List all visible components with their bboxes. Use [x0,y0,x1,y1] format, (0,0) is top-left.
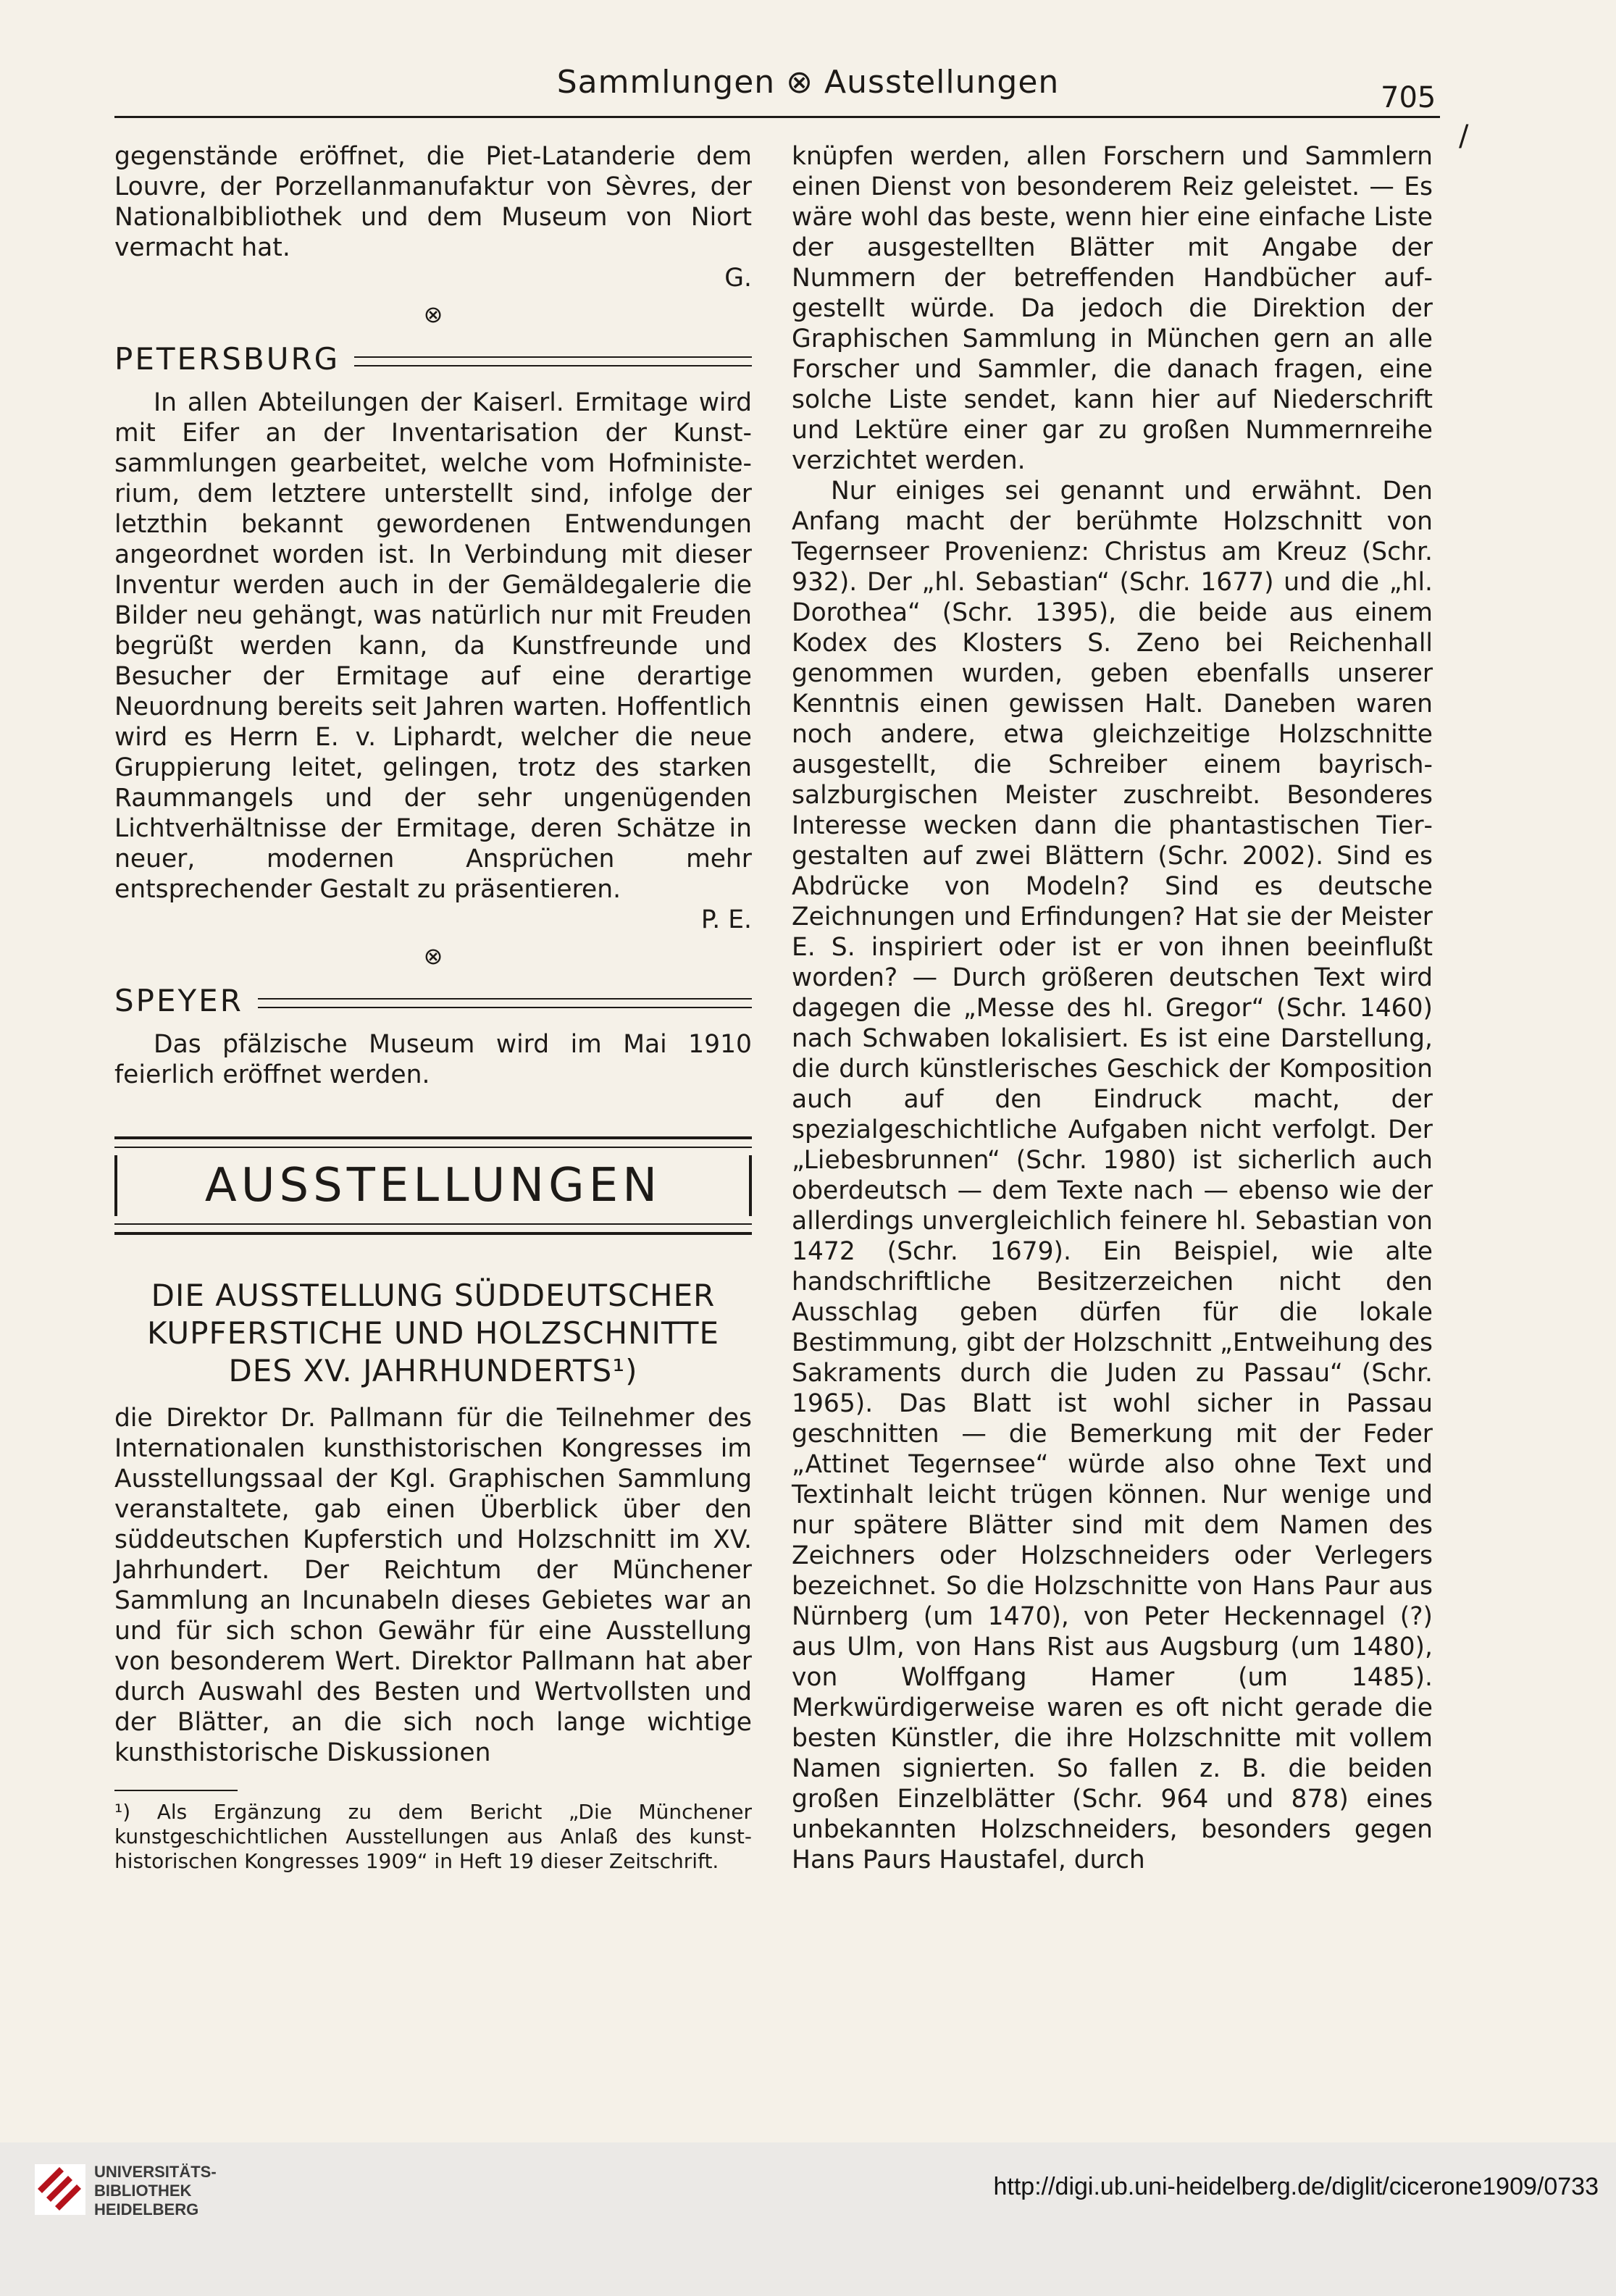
library-logo-text [94,2163,217,2219]
permalink-url[interactable]: http://digi.ub.uni-heidelberg.de/diglit/cicerone1909/0733 [993,2173,1599,2200]
page-number: 705 [1381,81,1436,114]
double-rule [258,998,752,1008]
section-heading-speyer [114,983,752,1018]
paragraph-article-start: die Direktor Dr. Pallmann für die Teilnehmer des Internationalen kunsthistorischen Kongresses im Ausstellungssaal der Kgl. Graphischen Sammlung veranstaltete, gab einen Überblick über den süddeutschen Kupferstich und Holzschnitt im XV. Jahrhundert. Der Reichtum der Münchener Sammlung an Incunabeln dieses Gebietes war an und für sich schon Gewähr für eine Ausstellung von besonderem Wert. Direktor Pallmann hat aber durch Auswahl des Besten und Wertvollsten und der Blätter, an die sich noch lange wichtige kunsthistorische Diskussionen [114,1404,752,1767]
paragraph-continued-right: knüpfen werden, allen Forschern und Sammlern einen Dienst von besonderem Reiz geleistet. — Es wäre wohl das beste, wenn hier eine einfache Liste der ausgestellten Blätter mit Angabe der Nummern der betreffenden Handbücher aufgestellt würde. Da jedoch die Direktion der Graphischen Sammlung in München gern an alle Forscher und Sammler, die danach fragen, eine solche Liste sendet, kann hier auf Niederschrift und Lektüre einer gar zu großen Nummernreihe verzichtet werden. [792,142,1433,475]
section-title: PETERSBURG [114,341,340,377]
right-column [792,141,1433,1875]
ornament-divider: ⊗ [423,942,443,970]
paragraph-continued: gegenstände eröffnet, die Piet-Latanderie dem Louvre, der Porzellanmanufaktur von Sèvres, der Nationalbibliothek und dem Museum von Niort vermacht hat. [114,142,752,262]
library-logo-icon [35,2164,85,2215]
banner-title: AUSSTELLUNGEN [204,1159,662,1212]
article-title: DIE AUSSTELLUNG SÜDDEUTSCHER KUPFERSTICHE UND HOLZSCHNITTE DES XV. JAHRHUNDERTS¹) [146,1278,719,1388]
paragraph-petersburg: In allen Abteilungen der Kaiserl. Ermitage wird mit Eifer an der Inventarisation der Kunstsammlungen gearbeitet, welche vom Hofministerium, dem letztere unterstellt sind, infolge der letzthin bekannt gewordenen Entwendungen angeordnet worden ist. In Verbindung mit dieser Inventur werden auch in der Gemäldegalerie die Bilder neu gehängt, was natürlich nur mit Freuden begrüßt werden kann, da Kunstfreunde und Besucher der Ermitage auf eine derartige Neuordnung bereits seit Jahren warten. Hoffentlich wird es Herrn E. v. Liphardt, welcher die neue Gruppierung leitet, gelingen, trotz des starken Raummangels und der sehr ungenügenden Lichtverhältnisse der Ermitage, deren Schätze in neuer, modernen Ansprüchen mehr entsprechender Gestalt zu präsentieren. [114,388,752,904]
signature-pe: P. E. [700,905,752,934]
left-column [114,141,752,1874]
viewer-footer-bar [0,2142,1616,2296]
frame-inner [114,1155,752,1216]
section-title: SPEYER [114,983,243,1018]
margin-mark: / [1459,120,1469,153]
running-header: Sammlungen ⊗ Ausstellungen [556,64,1060,101]
logo-line: BIBLIOTHEK [94,2182,192,2200]
signature-g: G. [724,264,752,293]
logo-line: HEIDELBERG [94,2200,199,2219]
section-heading-petersburg [114,341,752,377]
footnote-rule [114,1790,238,1791]
double-rule [354,356,752,366]
footnote: ¹) Als Ergänzung zu dem Bericht „Die Münchener kunstgeschichtlichen Ausstellungen aus Anlaß des kunsthistorischen Kongresses 1909“ in Heft 19 dieser Zeitschrift. [114,1800,752,1873]
paragraph-speyer: Das pfälzische Museum wird im Mai 1910 feierlich eröffnet werden. [114,1030,752,1089]
logo-line: UNIVERSITÄTS- [94,2163,217,2181]
framed-section-banner [114,1136,752,1235]
paragraph-right-2: Nur einiges sei genannt und erwähnt. Den Anfang macht der berühmte Holzschnitt von Tegernseer Provenienz: Christus am Kreuz (Schr. 932). Der „hl. Sebastian“ (Schr. 1677) und die „hl. Dorothea“ (Schr. 1395), die beide aus einem Kodex des Klosters S. Zeno bei Reichenhall genommen wurden, geben ebenfalls unserer Kenntnis einen gewissen Halt. Daneben waren noch andere, etwa gleichzeitige Holzschnitte ausgestellt, die Schreiber einem bayrisch-salzburgischen Meister zuschreibt. Besonderes Interesse wecken dann die phantastischen Tiergestalten auf zwei Blättern (Schr. 2002). Sind es Abdrücke von Modeln? Sind es deutsche Zeichnungen und Erfindungen? Hat sie der Meister E. S. inspiriert oder ist er von ihnen beeinflußt worden? — Durch größeren deutschen Text wird dagegen die „Messe des hl. Gregor“ (Schr. 1460) nach Schwaben lokalisiert. Es ist eine Darstellung, die durch künstlerisches Geschick der Komposition auch auf den Eindruck macht, der spezialgeschichtliche Aufgaben nicht verfolgt. Der „Liebesbrunnen“ (Schr. 1980) ist sicherlich auch oberdeutsch — dem Texte nach — ebenso wie der allerdings unvergleichlich feinere hl. Sebastian von 1472 (Schr. 1679). Ein Beispiel, wie alte handschriftliche Besitzerzeichen nicht den Ausschlag geben dürfen für die lokale Bestimmung, gibt der Holzschnitt „Entweihung des Sakraments durch die Juden zu Passau“ (Schr. 1965). Das Blatt ist wohl sicher in Passau geschnitten — die Bemerkung mit der Feder „Attinet Tegernsee“ würde also ohne Text und Textinhalt leicht trügen können. Nur wenige und nur spätere Blätter sind mit dem Namen des Zeichners oder Holzschneiders oder Verlegers bezeichnet. So die Holzschnitte von Hans Paur aus Nürnberg (um 1470), von Peter Heckennagel (?) aus Ulm, von Hans Rist aus Augsburg (um 1480), von Wolffgang Hamer (um 1485). Merkwürdigerweise waren es oft nicht gerade die besten Künstler, die ihre Holzschnitte mit vollem Namen signierten. So fallen z. B. die beiden großen Einzelblätter (Schr. 964 und 878) eines unbekannten Holzschneiders, besonders gegen Hans Paurs Haustafel, durch [792,477,1433,1874]
ornament-divider: ⊗ [423,301,443,328]
header-rule [114,116,1440,118]
